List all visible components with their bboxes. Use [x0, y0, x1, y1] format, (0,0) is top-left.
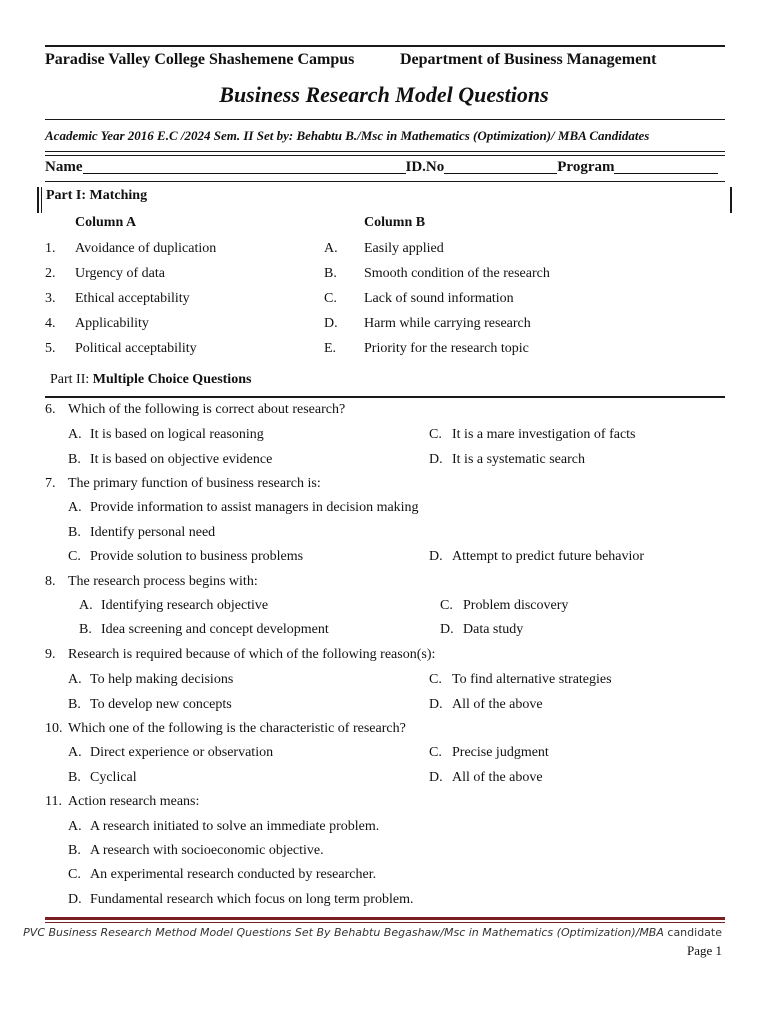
- option-letter: B.: [68, 697, 81, 712]
- option-letter: D.: [429, 549, 443, 564]
- match-item-b: Easily applied: [364, 241, 444, 256]
- match-num: 4.: [45, 316, 56, 331]
- option-text: Identify personal need: [90, 525, 216, 540]
- match-item-a: Ethical acceptability: [75, 291, 190, 306]
- footer-credit: PVC Business Research Method Model Questions Set By Behabtu Begashaw/Msc in Mathematics (Optimization)/MBA: [23, 926, 664, 939]
- page-title: Business Research Model Questions: [219, 82, 549, 107]
- option-letter: C.: [68, 867, 81, 882]
- match-letter: D.: [324, 316, 338, 331]
- part2-title: [50, 372, 251, 388]
- column-a-header: Column A: [75, 215, 137, 230]
- question-text: The primary function of business research is:: [68, 476, 321, 491]
- program-field[interactable]: [614, 159, 718, 174]
- footer-bar-thin: [45, 922, 725, 923]
- name-label: Name: [45, 159, 83, 175]
- right-margin-mark: [730, 187, 732, 213]
- option-letter: C.: [440, 598, 453, 613]
- match-item-a: Urgency of data: [75, 266, 165, 281]
- option-text: It is a systematic search: [452, 452, 585, 467]
- match-item-b: Smooth condition of the research: [364, 266, 550, 281]
- option-text: An experimental research conducted by researcher.: [90, 867, 377, 882]
- match-letter: A.: [324, 241, 338, 256]
- academic-meta: Academic Year 2016 E.C /2024 Sem. II Set by: Behabtu B./Msc in Mathematics (Optimization)/ MBA Candidates: [45, 128, 650, 143]
- match-letter: E.: [324, 341, 337, 356]
- question-text: Research is required because of which of the following reason(s):: [68, 647, 436, 662]
- question-number: 10.: [45, 721, 63, 736]
- title-rule: [45, 119, 725, 120]
- match-item-a: Applicability: [75, 316, 149, 331]
- top-rule: [45, 45, 725, 47]
- name-rule: [45, 181, 725, 182]
- match-item-b: Lack of sound information: [364, 291, 514, 306]
- question-text: Which of the following is correct about research?: [68, 402, 346, 417]
- match-item-b: Harm while carrying research: [364, 316, 531, 331]
- match-item-b: Priority for the research topic: [364, 341, 529, 356]
- college-name: Paradise Valley College Shashemene Campus: [45, 51, 355, 68]
- question-text: The research process begins with:: [68, 574, 258, 589]
- option-letter: A.: [68, 427, 82, 442]
- part2-prefix: Part II:: [50, 372, 93, 387]
- option-text: Data study: [463, 622, 524, 637]
- option-text: All of the above: [452, 697, 543, 712]
- match-letter: B.: [324, 266, 337, 281]
- option-letter: C.: [68, 549, 81, 564]
- match-num: 1.: [45, 241, 56, 256]
- option-letter: B.: [68, 843, 81, 858]
- option-text: A research with socioeconomic objective.: [90, 843, 324, 858]
- question-text: Which one of the following is the characteristic of research?: [68, 721, 406, 736]
- part2-label: Multiple Choice Questions: [92, 372, 252, 387]
- option-letter: C.: [429, 427, 442, 442]
- question-number: 9.: [45, 647, 56, 662]
- option-letter: A.: [79, 598, 93, 613]
- option-text: All of the above: [452, 770, 543, 785]
- option-text: Provide solution to business problems: [90, 549, 304, 564]
- option-text: It is a mare investigation of facts: [452, 427, 636, 442]
- column-b-header: Column B: [364, 215, 426, 230]
- question-number: 11.: [45, 794, 62, 809]
- option-letter: C.: [429, 672, 442, 687]
- option-text: Attempt to predict future behavior: [452, 549, 645, 564]
- match-item-a: Avoidance of duplication: [75, 241, 217, 256]
- option-text: Direct experience or observation: [90, 745, 274, 760]
- option-letter: A.: [68, 672, 82, 687]
- footer-bar-thick: [45, 917, 725, 920]
- meta-rule-2: [45, 155, 725, 156]
- option-letter: D.: [429, 770, 443, 785]
- left-margin-mark-2: [41, 187, 42, 213]
- option-letter: A.: [68, 500, 82, 515]
- id-field[interactable]: [444, 159, 557, 174]
- id-label: ID.No: [405, 159, 445, 175]
- option-letter: B.: [79, 622, 92, 637]
- option-text: Cyclical: [90, 770, 137, 785]
- option-letter: D.: [440, 622, 454, 637]
- meta-rule-1: [45, 151, 725, 152]
- option-letter: D.: [68, 892, 82, 907]
- option-text: Identifying research objective: [101, 598, 269, 613]
- question-text: Action research means:: [68, 794, 200, 809]
- match-num: 2.: [45, 266, 56, 281]
- department-name: Department of Business Management: [400, 51, 657, 68]
- option-text: To develop new concepts: [90, 697, 232, 712]
- option-text: Idea screening and concept development: [101, 622, 329, 637]
- option-text: To find alternative strategies: [452, 672, 612, 687]
- program-label: Program: [557, 159, 615, 175]
- option-text: Provide information to assist managers in decision making: [90, 500, 419, 515]
- option-letter: B.: [68, 452, 81, 467]
- option-letter: B.: [68, 525, 81, 540]
- option-letter: A.: [68, 819, 82, 834]
- option-text: Problem discovery: [463, 598, 569, 613]
- match-letter: C.: [324, 291, 337, 306]
- option-text: It is based on logical reasoning: [90, 427, 264, 442]
- left-margin-mark: [37, 187, 39, 213]
- part1-title: Part I: Matching: [46, 188, 148, 203]
- footer-text: [23, 926, 722, 939]
- question-number: 6.: [45, 402, 56, 417]
- option-letter: A.: [68, 745, 82, 760]
- match-num: 3.: [45, 291, 56, 306]
- option-text: Precise judgment: [452, 745, 549, 760]
- match-item-a: Political acceptability: [75, 341, 197, 356]
- option-letter: B.: [68, 770, 81, 785]
- question-number: 7.: [45, 476, 56, 491]
- option-letter: D.: [429, 697, 443, 712]
- option-text: A research initiated to solve an immediate problem.: [90, 819, 380, 834]
- page-number: Page 1: [686, 943, 722, 958]
- match-num: 5.: [45, 341, 56, 356]
- option-text: Fundamental research which focus on long term problem.: [90, 892, 414, 907]
- student-info-row: [45, 159, 722, 176]
- option-text: It is based on objective evidence: [90, 452, 273, 467]
- option-text: To help making decisions: [90, 672, 234, 687]
- part2-rule: [45, 396, 725, 398]
- question-number: 8.: [45, 574, 56, 589]
- name-field[interactable]: [83, 159, 406, 174]
- option-letter: D.: [429, 452, 443, 467]
- footer-candidate: candidate: [667, 926, 722, 939]
- option-letter: C.: [429, 745, 442, 760]
